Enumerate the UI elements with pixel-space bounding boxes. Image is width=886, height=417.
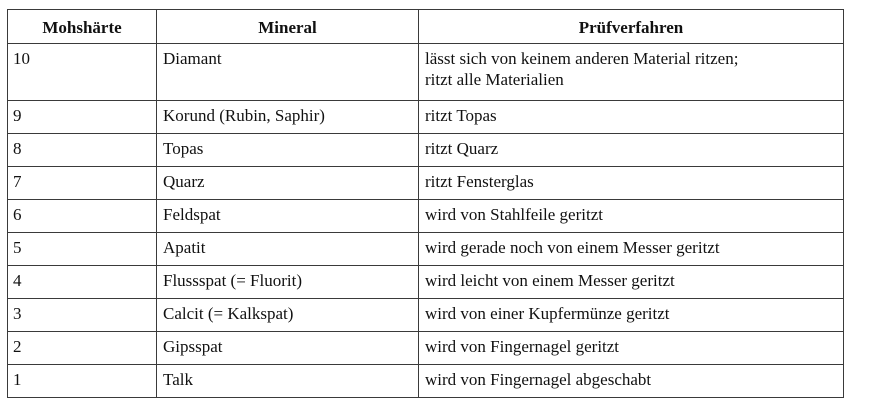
cell-test-method: wird von einer Kupfermünze geritzt	[419, 299, 844, 332]
cell-test-method: ritzt Topas	[419, 101, 844, 134]
cell-test-method-line2: ritzt alle Materialien	[425, 70, 564, 89]
header-test-method: Prüfverfahren	[419, 10, 844, 44]
cell-mineral: Diamant	[157, 44, 419, 101]
table-row	[8, 167, 844, 200]
table-row	[8, 200, 844, 233]
table-row	[8, 299, 844, 332]
cell-test-method	[419, 44, 844, 101]
cell-mineral: Feldspat	[157, 200, 419, 233]
mohs-hardness-table	[7, 9, 844, 398]
cell-test-method: ritzt Quarz	[419, 134, 844, 167]
table-row	[8, 44, 844, 101]
table-row	[8, 134, 844, 167]
cell-mineral: Flussspat (= Fluorit)	[157, 266, 419, 299]
cell-hardness: 2	[8, 332, 157, 365]
cell-test-method: wird von Fingernagel abgeschabt	[419, 365, 844, 398]
table-row	[8, 332, 844, 365]
table-row	[8, 233, 844, 266]
cell-hardness: 10	[8, 44, 157, 101]
cell-hardness: 4	[8, 266, 157, 299]
cell-test-method: wird von Fingernagel geritzt	[419, 332, 844, 365]
cell-test-method: wird leicht von einem Messer geritzt	[419, 266, 844, 299]
cell-mineral: Gipsspat	[157, 332, 419, 365]
mohs-hardness-table-container	[7, 9, 843, 398]
cell-hardness: 9	[8, 101, 157, 134]
cell-hardness: 6	[8, 200, 157, 233]
table-header-row	[8, 10, 844, 44]
cell-mineral: Calcit (= Kalkspat)	[157, 299, 419, 332]
cell-test-method-line1: lässt sich von keinem anderen Material ritzen;	[425, 49, 739, 68]
cell-mineral: Talk	[157, 365, 419, 398]
cell-hardness: 3	[8, 299, 157, 332]
cell-mineral: Quarz	[157, 167, 419, 200]
table-row	[8, 266, 844, 299]
cell-test-method: wird gerade noch von einem Messer geritzt	[419, 233, 844, 266]
header-hardness: Mohshärte	[8, 10, 157, 44]
cell-hardness: 8	[8, 134, 157, 167]
table-row	[8, 101, 844, 134]
cell-mineral: Apatit	[157, 233, 419, 266]
cell-mineral: Korund (Rubin, Saphir)	[157, 101, 419, 134]
header-mineral: Mineral	[157, 10, 419, 44]
cell-test-method: ritzt Fensterglas	[419, 167, 844, 200]
cell-test-method: wird von Stahlfeile geritzt	[419, 200, 844, 233]
cell-hardness: 5	[8, 233, 157, 266]
table-row	[8, 365, 844, 398]
cell-hardness: 7	[8, 167, 157, 200]
cell-hardness: 1	[8, 365, 157, 398]
cell-mineral: Topas	[157, 134, 419, 167]
